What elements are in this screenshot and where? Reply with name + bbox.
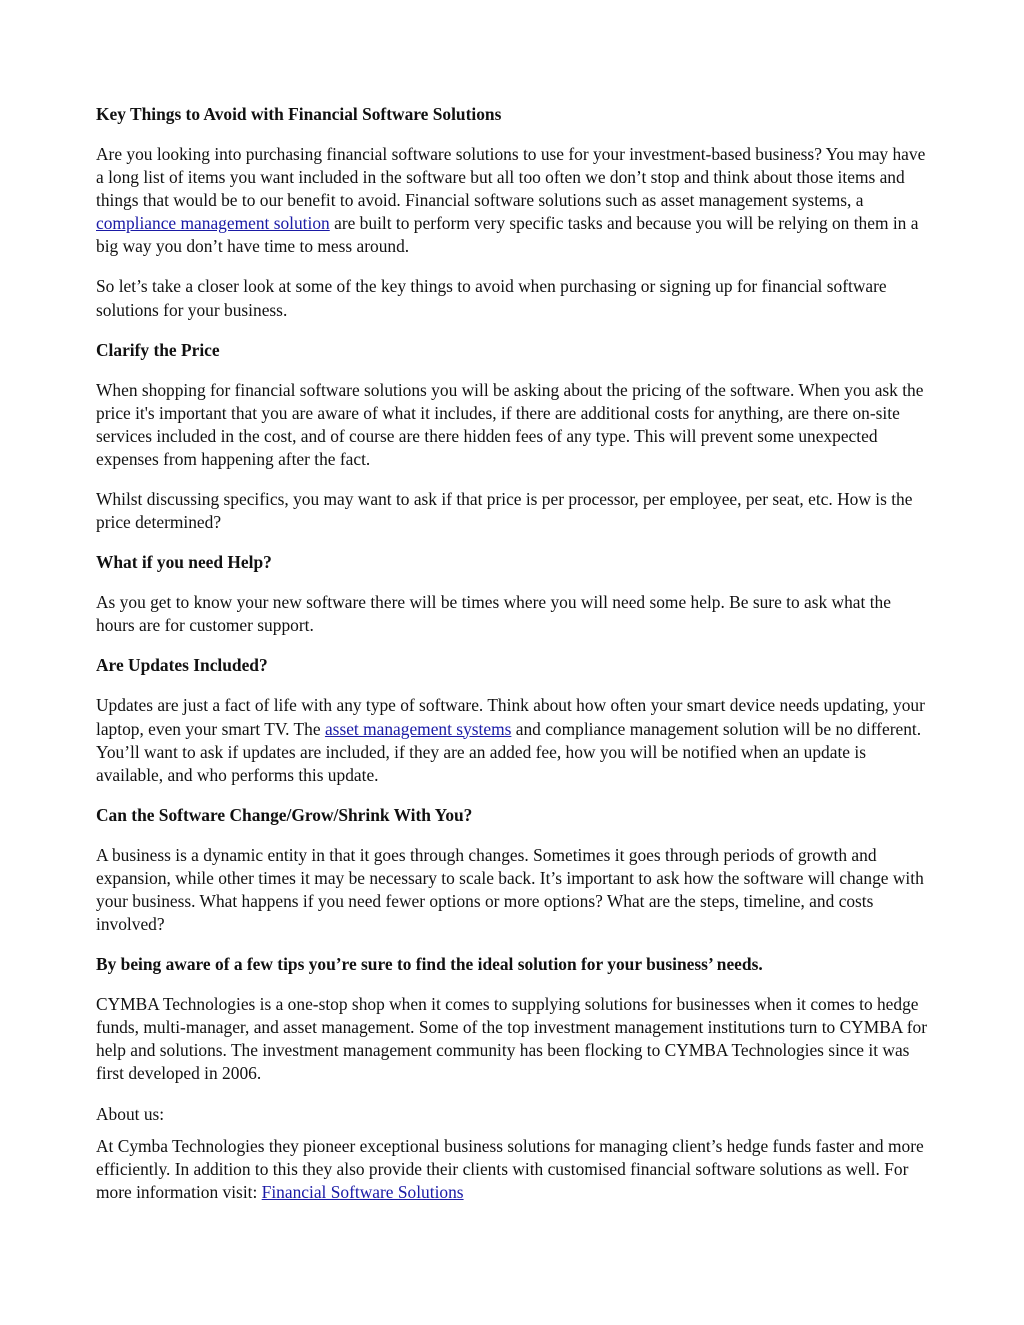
change-heading: Can the Software Change/Grow/Shrink With You?: [96, 804, 473, 825]
price-heading: Clarify the Price: [96, 339, 220, 360]
change-paragraph: A business is a dynamic entity in that it goes through changes. Sometimes it goes through periods of growth and expansion, while other times it may be necessary to scale back. It’s important to ask how the software will change with your business. What happens if you need fewer options or more options? What are the steps, timeline, and costs involved?: [96, 844, 924, 935]
updates-paragraph: [96, 694, 928, 786]
help-paragraph: As you get to know your new software there will be times where you will need some help. Be sure to ask what the hours are for customer support.: [96, 592, 891, 636]
intro-text-after-link: are built to perform very specific tasks and because you will be relying on them in a big way you don’t have time to mess around.: [96, 213, 919, 257]
asset-management-systems-link[interactable]: asset management systems: [324, 718, 512, 739]
document-title: Key Things to Avoid with Financial Software Solutions: [96, 104, 502, 124]
closing-paragraph: CYMBA Technologies is a one-stop shop when it comes to supplying solutions for businesses when it comes to hedge funds, multi-manager, and asset management. Some of the top investment management institutions turn to CYMBA for help and solutions. The investment management community has been flocking to CYMBA Technologies since it was first developed in 2006.: [96, 994, 928, 1084]
updates-heading: Are Updates Included?: [96, 655, 268, 676]
about-label: About us:: [96, 1103, 165, 1124]
about-text-before-link: At Cymba Technologies they pioneer exceptional business solutions for managing client’s hedge funds faster and more efficiently. In addition to this they also provide their clients with customised financial software solutions as well. For more information visit:: [96, 1135, 924, 1202]
financial-software-solutions-link[interactable]: Financial Software Solutions: [261, 1181, 464, 1202]
intro-text-before-link: Are you looking into purchasing financial software solutions to use for your investment-based business? You may have a long list of items you want included in the software but all too often we don’t stop and think about those items and things that would be to our benefit to avoid. Financial software solutions such as asset management systems, a: [96, 144, 926, 211]
intro-paragraph-1: [96, 143, 928, 258]
intro-paragraph-2: So let’s take a closer look at some of the key things to avoid when purchasing or signing up for financial software solutions for your business.: [96, 276, 887, 320]
price-paragraph-1: When shopping for financial software solutions you will be asking about the pricing of the software. When you ask the price it's important that you are aware of what it includes, if there are additional costs for anything, are there on-site services included in the cost, and of course are there hidden fees of any type. This will prevent some unexpected expenses from happening after the fact.: [96, 379, 924, 469]
updates-text-after-link: and compliance management solution will be no different. You’ll want to ask if updates are included, if they are an added fee, how you will be notified when an update is available, and who performs this update.: [96, 718, 922, 785]
compliance-management-solution-link[interactable]: compliance management solution: [96, 213, 330, 234]
about-paragraph: [96, 1135, 928, 1204]
closing-heading: By being aware of a few tips you’re sure to find the ideal solution for your business’ needs.: [96, 954, 763, 975]
price-paragraph-2: Whilst discussing specifics, you may want to ask if that price is per processor, per employee, per seat, etc. How is the price determined?: [96, 489, 913, 533]
help-heading: What if you need Help?: [96, 552, 272, 573]
updates-text-before-link: Updates are just a fact of life with any type of software. Think about how often your smart device needs updating, your laptop, even your smart TV. The: [96, 695, 925, 739]
